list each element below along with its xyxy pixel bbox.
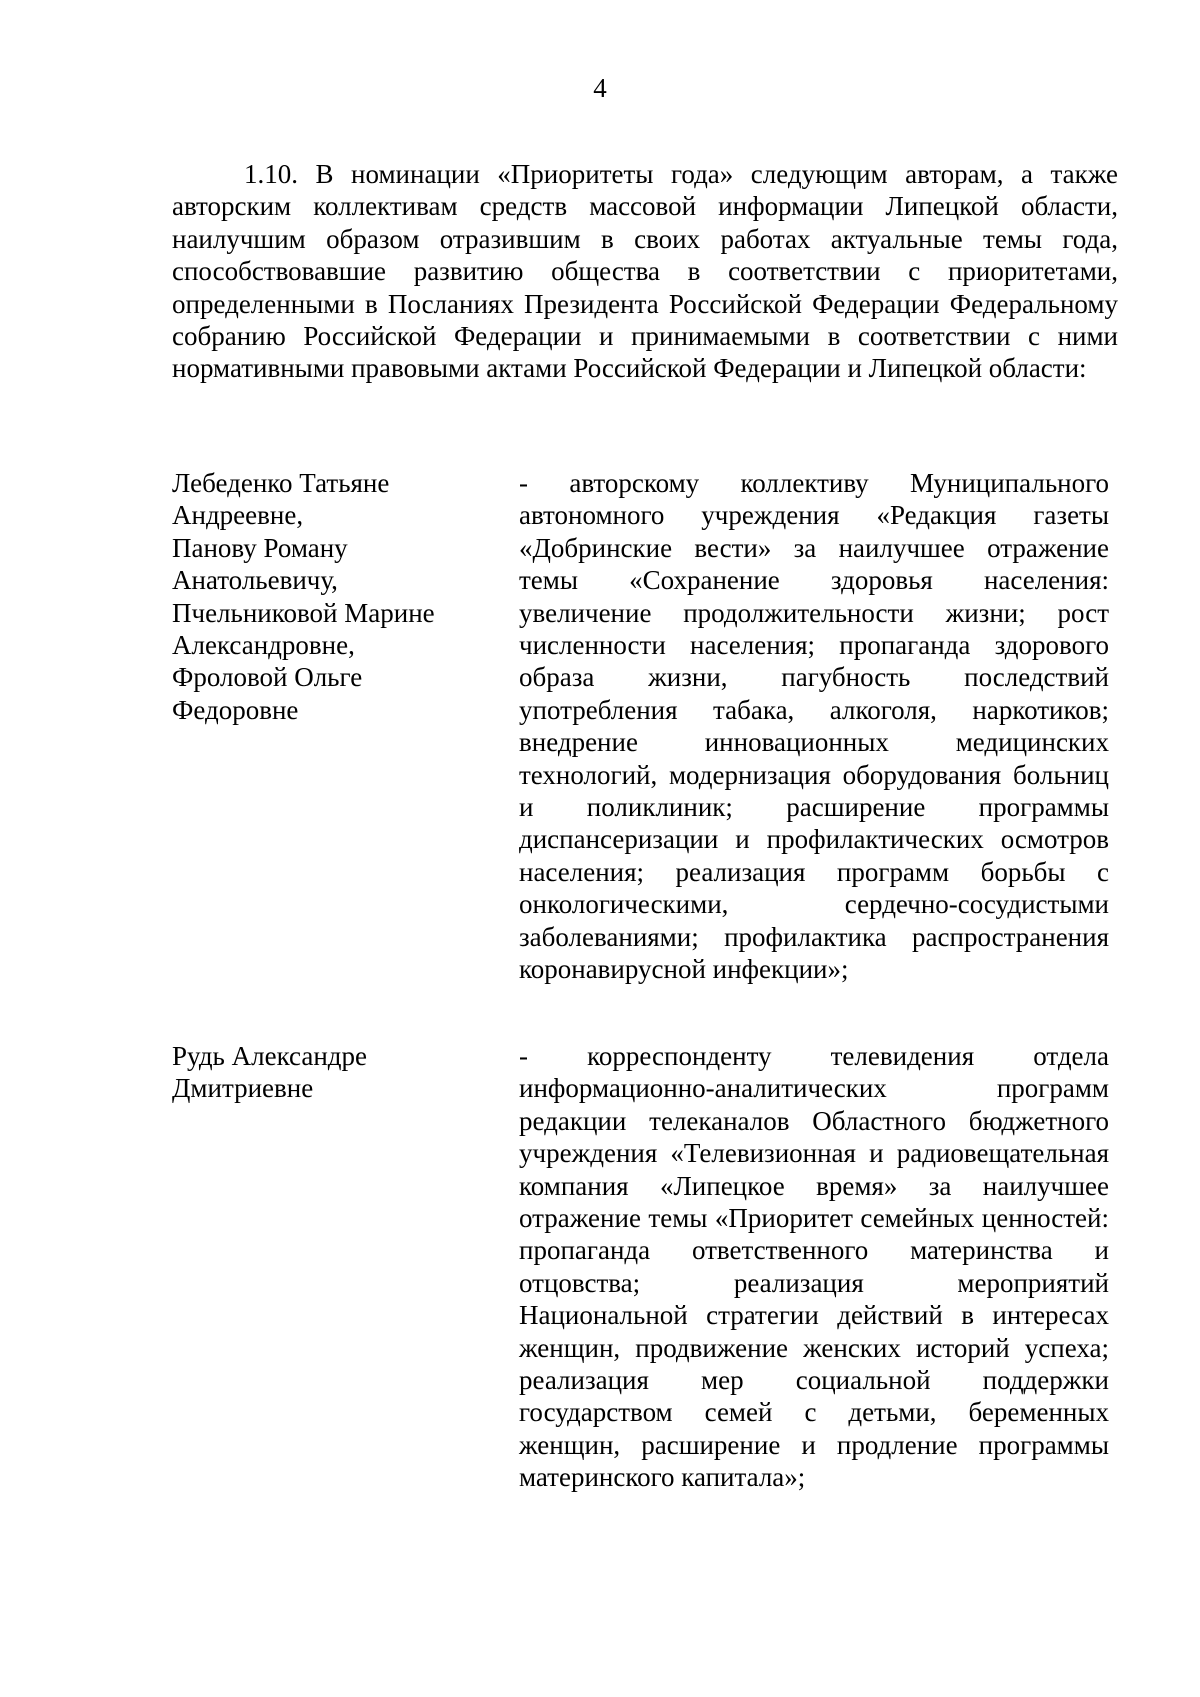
recipient-names	[172, 467, 492, 726]
recipient-name-line: Андреевне,	[172, 500, 304, 531]
recipient-name-line: Панову Роману	[172, 532, 348, 563]
recipient-name-line: Дмитриевне	[172, 1073, 314, 1104]
recipient-names	[172, 1040, 492, 1105]
recipient-name-line: Александровне,	[172, 630, 355, 661]
recipient-name-line: Фроловой Ольге	[172, 662, 363, 693]
award-description: - корреспонденту телевидения отдела информационно-аналитических программ редакции телеканалов Областного бюджетного учреждения «Телевизионная и радиовещательная компания «Липецкое время» за наилучшее отражение темы «Приоритет семейных ценностей: пропаганда ответственного материнства и отцовства; реализация мероприятий Национальной стратегии действий в интересах женщин, продвижение женских историй успеха; реализация мер социальной поддержки государством семей с детьми, беременных женщин, расширение и продление программы материнского капитала»;	[519, 1041, 1109, 1493]
award-description: - авторскому коллективу Муниципального автономного учреждения «Редакция газеты «Добринские вести» за наилучшее отражение темы «Сохранение здоровья населения: увеличение продолжительности жизни; рост численности населения; пропаганда здорового образа жизни, пагубность последствий употребления табака, алкоголя, наркотиков; внедрение инновационных медицинских технологий, модернизация оборудования больниц и поликлиник; расширение программы диспансеризации и профилактических осмотров населения; реализация программ борьбы с онкологическими, сердечно-сосудистыми заболеваниями; профилактика распространения коронавирусной инфекции»;	[519, 468, 1109, 985]
page-number: 4	[593, 73, 607, 103]
recipient-name-line: Пчельниковой Марине	[172, 597, 435, 628]
intro-paragraph: 1.10. В номинации «Приоритеты года» следующим авторам, а также авторским коллективам средств массовой информации Липецкой области, наилучшим образом отразившим в своих работах актуальные темы года, способствовавшие развитию общества в соответствии с приоритетами, определенными в Посланиях Президента Российской Федерации Федеральному собранию Российской Федерации и принимаемыми в соответствии с ними нормативными правовыми актами Российской Федерации и Липецкой области:	[172, 159, 1118, 384]
recipient-name-line: Рудь Александре	[172, 1041, 367, 1071]
recipient-name-line: Лебеденко Татьяне	[172, 468, 390, 498]
recipient-name-line: Федоровне	[172, 694, 299, 725]
recipient-name-line: Анатольевичу,	[172, 565, 338, 596]
